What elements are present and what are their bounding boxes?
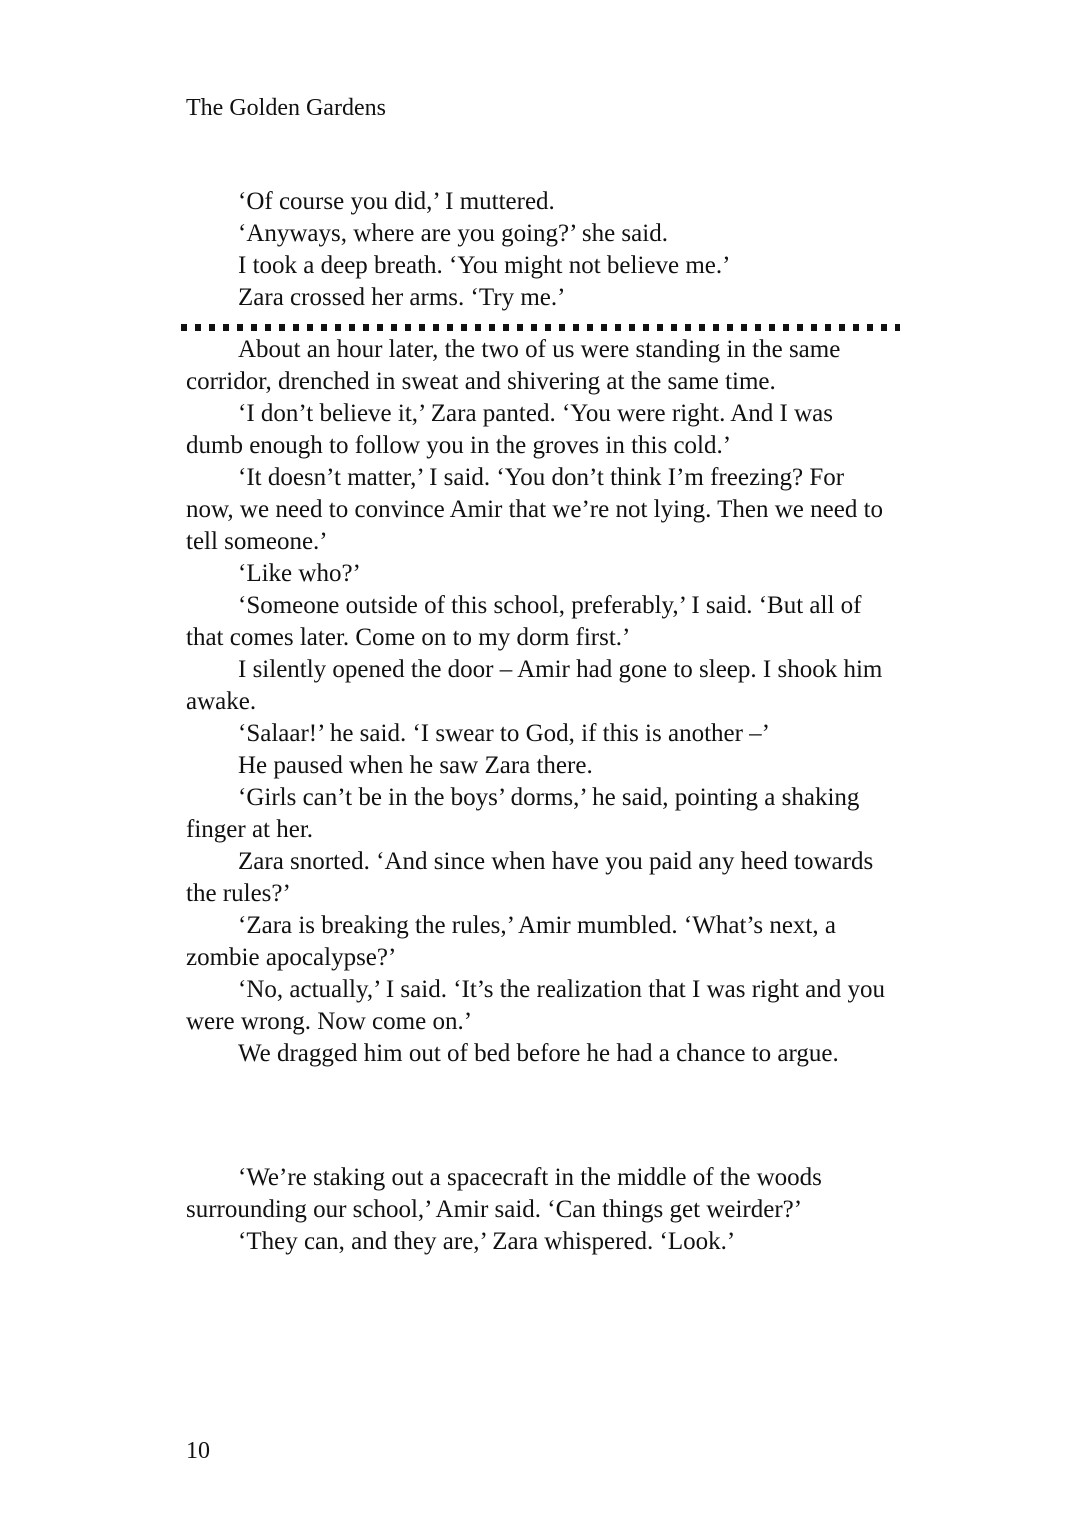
paragraph: He paused when he saw Zara there.: [238, 752, 593, 779]
text-block-bottom: [186, 1162, 896, 1258]
paragraph: Zara snorted. ‘And since when have you paid any heed towards the rules?’: [186, 848, 874, 907]
paragraph: ‘Of course you did,’ I muttered.: [238, 188, 555, 215]
text-block-middle: [186, 334, 896, 1070]
paragraph: ‘It doesn’t matter,’ I said. ‘You don’t think I’m freezing? For now, we need to convince Amir that we’re not lying. Then we need to tell someone.’: [186, 464, 884, 555]
text-block-top: [186, 186, 896, 314]
paragraph: ‘Someone outside of this school, preferably,’ I said. ‘But all of that comes later. Come on to my dorm first.’: [186, 592, 862, 651]
paragraph: ‘Girls can’t be in the boys’ dorms,’ he said, pointing a shaking finger at her.: [186, 784, 860, 843]
paragraph: ‘Like who?’: [238, 560, 361, 587]
paragraph: ‘No, actually,’ I said. ‘It’s the realization that I was right and you were wrong. Now come on.’: [186, 976, 886, 1035]
page-number: 10: [186, 1438, 210, 1464]
paragraph: About an hour later, the two of us were standing in the same corridor, drenched in sweat and shivering at the same time.: [186, 336, 841, 395]
paragraph: ‘They can, and they are,’ Zara whispered. ‘Look.’: [238, 1228, 736, 1255]
running-head: The Golden Gardens: [186, 95, 386, 121]
paragraph: Zara crossed her arms. ‘Try me.’: [238, 284, 566, 311]
paragraph: ‘Salaar!’ he said. ‘I swear to God, if this is another –’: [238, 720, 771, 747]
paragraph: We dragged him out of bed before he had a chance to argue.: [238, 1040, 839, 1067]
paragraph: I took a deep breath. ‘You might not believe me.’: [238, 252, 731, 279]
paragraph: I silently opened the door – Amir had gone to sleep. I shook him awake.: [186, 656, 883, 715]
paragraph: ‘Zara is breaking the rules,’ Amir mumbled. ‘What’s next, a zombie apocalypse?’: [186, 912, 836, 971]
paragraph: ‘I don’t believe it,’ Zara panted. ‘You were right. And I was dumb enough to follow you in the groves in this cold.’: [186, 400, 833, 459]
paragraph: ‘Anyways, where are you going?’ she said.: [238, 220, 668, 247]
paragraph: ‘We’re staking out a spacecraft in the middle of the woods surrounding our school,’ Amir said. ‘Can things get weirder?’: [186, 1164, 822, 1223]
scene-break-divider: [181, 324, 900, 331]
